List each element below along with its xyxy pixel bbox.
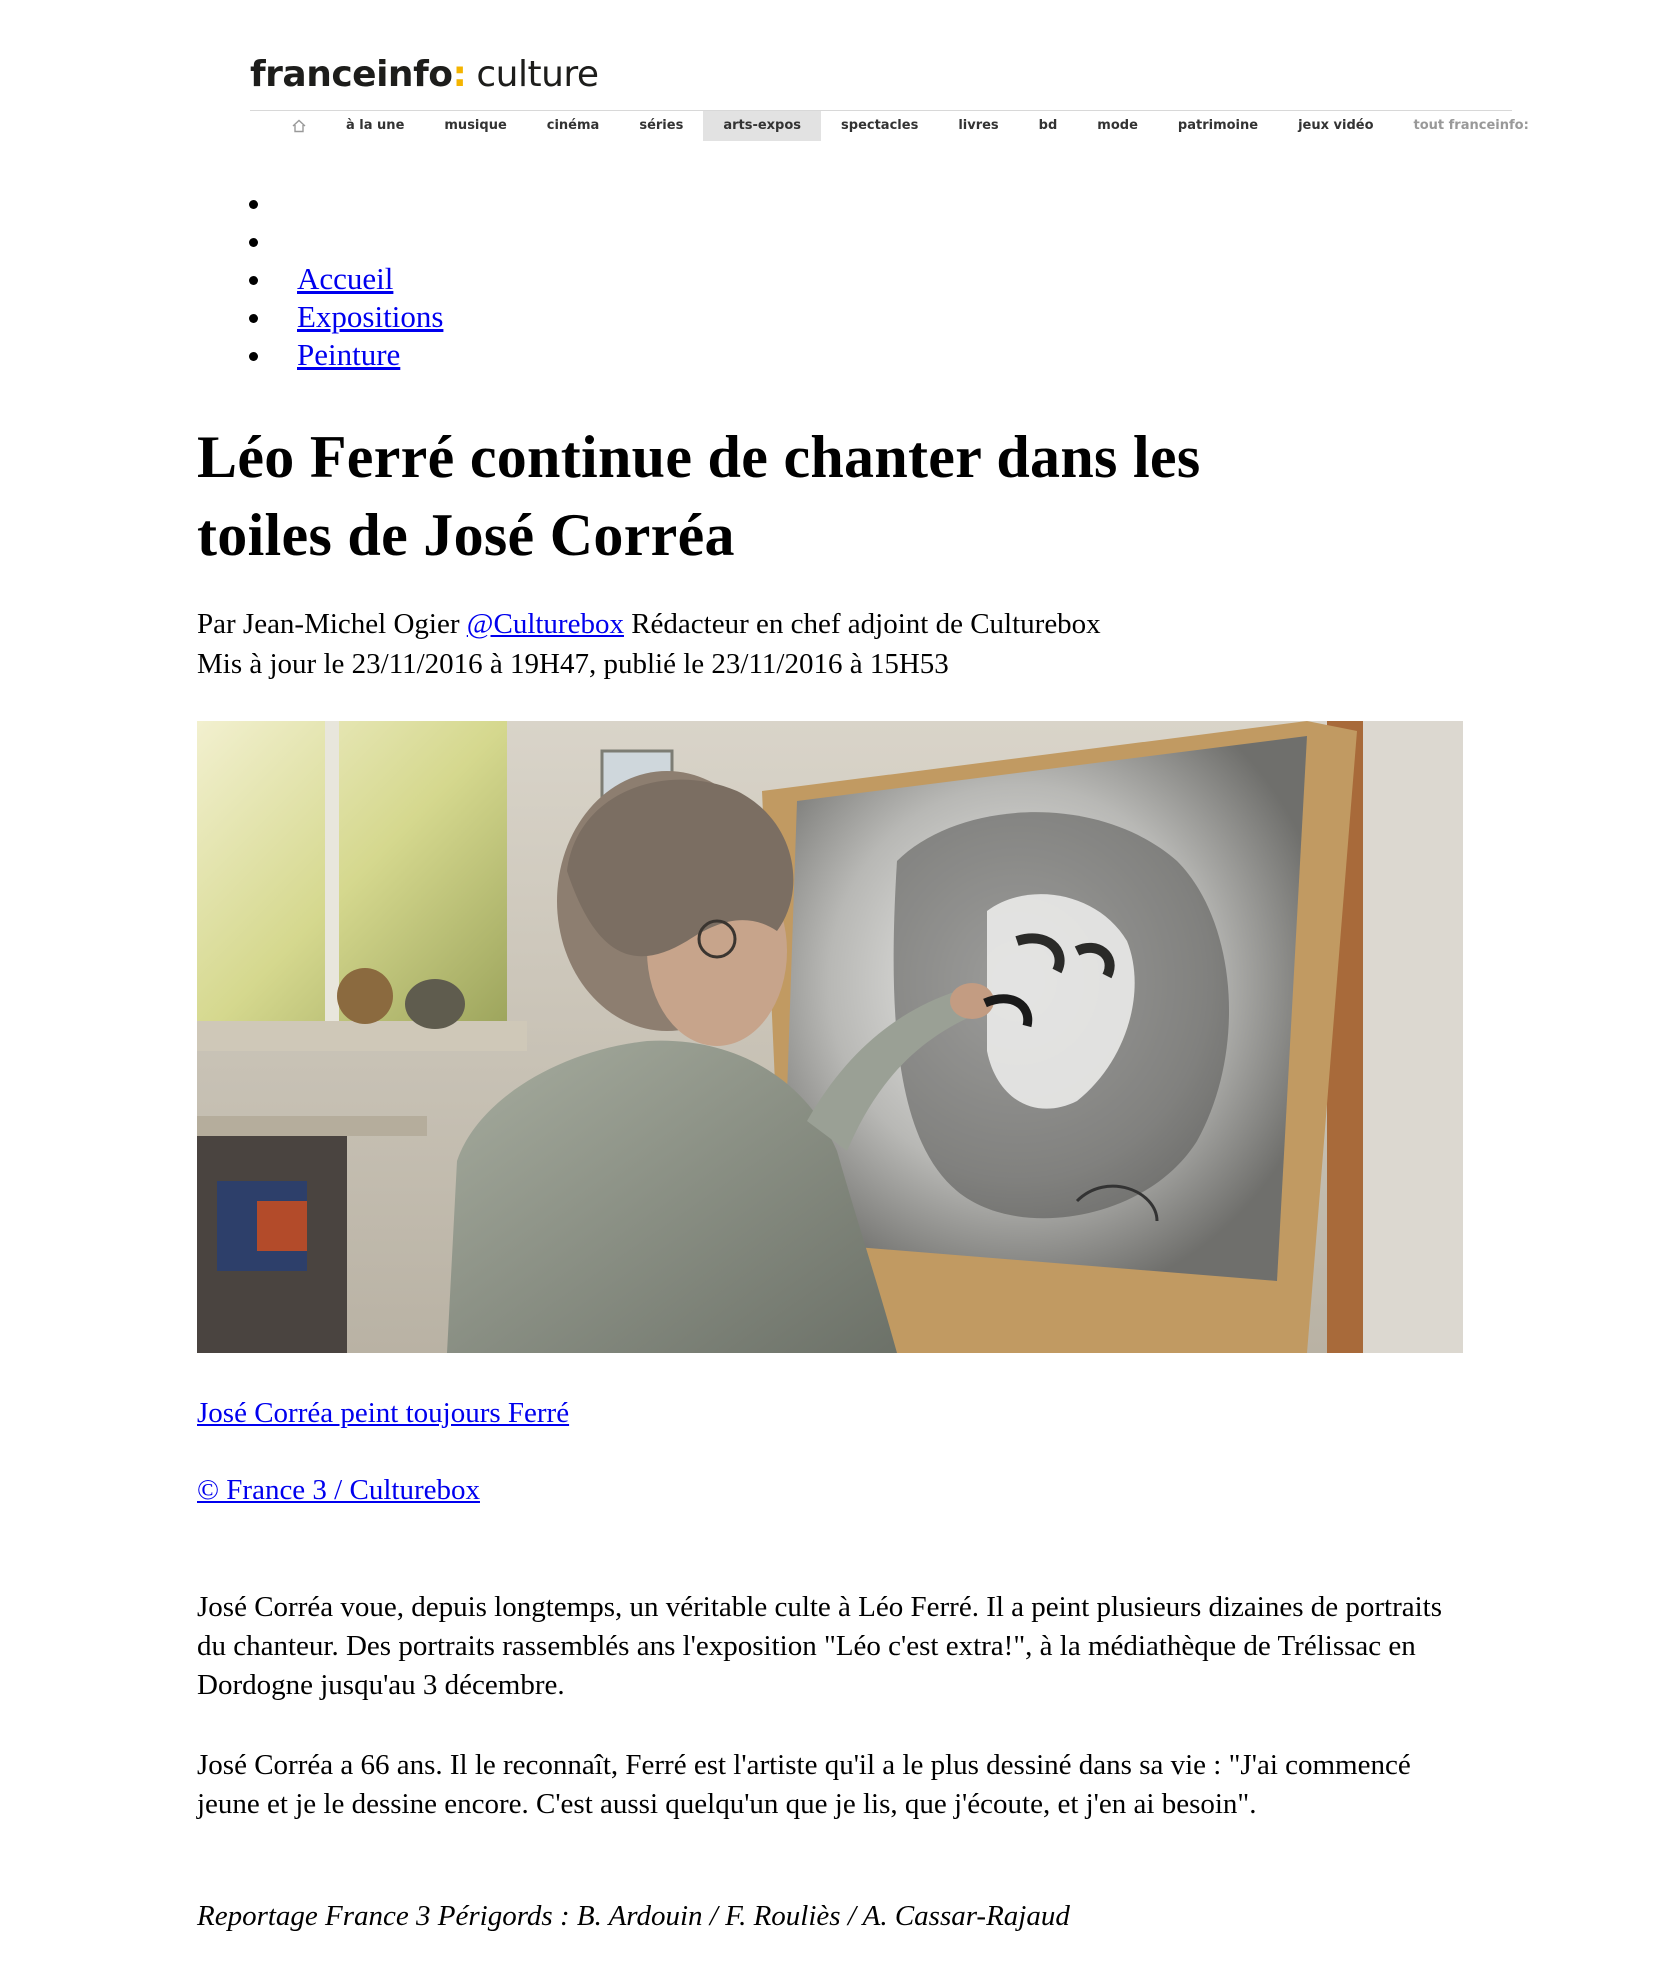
breadcrumb-item bbox=[197, 298, 443, 336]
breadcrumb-empty-2 bbox=[197, 222, 443, 260]
article-title: Léo Ferré continue de chanter dans les toiles de José Corréa bbox=[197, 424, 1201, 568]
breadcrumb-link-accueil[interactable]: Accueil bbox=[297, 261, 394, 296]
nav-patrimoine[interactable]: patrimoine bbox=[1177, 118, 1259, 133]
painter-at-easel-image bbox=[197, 721, 1463, 1353]
nav-bd[interactable]: bd bbox=[1038, 118, 1058, 133]
breadcrumb bbox=[197, 184, 443, 374]
report-credit: Reportage France 3 Périgords : B. Ardouin / F. Rouliès / A. Cassar-Rajaud bbox=[197, 1900, 1070, 1932]
logo-section: culture bbox=[476, 54, 599, 95]
nav-jeux-video[interactable]: jeux vidéo bbox=[1298, 118, 1374, 133]
logo-colon: : bbox=[452, 54, 467, 95]
author-handle-link[interactable]: @Culturebox bbox=[466, 608, 624, 640]
article-photo bbox=[197, 721, 1463, 1353]
nav-musique[interactable]: musique bbox=[444, 118, 507, 133]
logo-brand: franceinfo bbox=[250, 54, 453, 95]
nav-mode[interactable]: mode bbox=[1097, 118, 1138, 133]
nav-home[interactable] bbox=[250, 111, 326, 141]
breadcrumb-item bbox=[197, 260, 443, 298]
breadcrumb-empty-1 bbox=[197, 184, 443, 222]
author-prefix: Par Jean-Michel Ogier bbox=[197, 608, 467, 640]
breadcrumb-link-peinture[interactable]: Peinture bbox=[297, 337, 401, 372]
nav-spectacles[interactable]: spectacles bbox=[841, 118, 919, 133]
nav-arts-expos[interactable]: arts-expos bbox=[703, 111, 821, 141]
site-header bbox=[250, 50, 1529, 133]
photo-credit-link[interactable]: © France 3 / Culturebox bbox=[197, 1474, 480, 1506]
photo-caption-link[interactable]: José Corréa peint toujours Ferré bbox=[197, 1397, 570, 1429]
article-paragraph: José Corréa a 66 ans. Il le reconnaît, Ferré est l'artiste qu'il a le plus dessiné dans sa vie : "J'ai commencé jeune et je le dessine encore. C'est aussi quelqu'un que je lis, que j'écoute, et j'en ai besoin". bbox=[197, 1749, 1411, 1820]
nav-a-la-une[interactable]: à la une bbox=[346, 118, 405, 133]
article-paragraph: José Corréa voue, depuis longtemps, un véritable culte à Léo Ferré. Il a peint plusieurs dizaines de portraits du chanteur. Des portraits rassemblés ans l'exposition "Léo c'est extra!", à la médiathèque de Trélissac en Dordogne jusqu'au 3 décembre. bbox=[197, 1591, 1443, 1701]
nav-series[interactable]: séries bbox=[639, 118, 684, 133]
article-dates: Mis à jour le 23/11/2016 à 19H47, publié le 23/11/2016 à 15H53 bbox=[197, 648, 949, 680]
breadcrumb-item bbox=[197, 336, 443, 374]
section-nav bbox=[250, 111, 1529, 141]
nav-livres[interactable]: livres bbox=[958, 118, 999, 133]
breadcrumb-link-expositions[interactable]: Expositions bbox=[297, 299, 444, 334]
author-line bbox=[197, 604, 1101, 644]
nav-cinema[interactable]: cinéma bbox=[546, 118, 600, 133]
franceinfo-culture-logo[interactable] bbox=[250, 50, 1512, 100]
nav-tout-franceinfo[interactable]: tout franceinfo: bbox=[1413, 118, 1529, 133]
article-byline bbox=[197, 604, 1101, 684]
author-role: Rédacteur en chef adjoint de Culturebox bbox=[623, 608, 1101, 640]
home-icon bbox=[292, 119, 306, 133]
